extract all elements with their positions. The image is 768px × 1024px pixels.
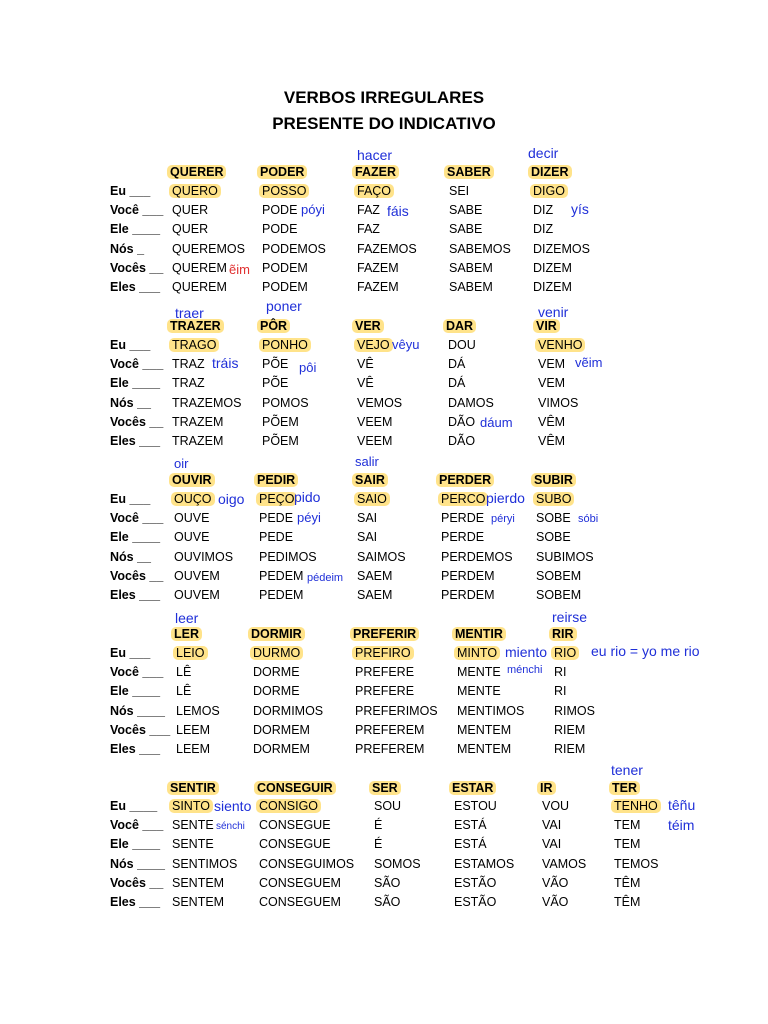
verb-infinitive: SENTIR bbox=[167, 781, 219, 795]
verb-form: POMOS bbox=[262, 395, 309, 410]
verb-form: SOU bbox=[374, 799, 402, 813]
verb-form: PERDEMOS bbox=[441, 549, 513, 564]
verb-form: VÃO bbox=[542, 875, 569, 890]
person-label: Eu ___ bbox=[110, 184, 151, 198]
verb-form: VÊ bbox=[357, 376, 374, 391]
verb-form bbox=[262, 337, 311, 353]
verb-header bbox=[257, 472, 298, 488]
verb-form: RI bbox=[554, 684, 567, 699]
verb-form: DIZ bbox=[533, 222, 554, 237]
verb-form: SOBEM bbox=[536, 568, 582, 583]
highlighted-form: VEJO bbox=[354, 338, 393, 352]
verb-form bbox=[614, 798, 661, 814]
verb-header bbox=[170, 780, 219, 796]
verb-infinitive: ESTAR bbox=[449, 781, 496, 795]
verb-form bbox=[441, 491, 488, 507]
verb-infinitive: SAIR bbox=[352, 473, 388, 487]
highlighted-form: VENHO bbox=[535, 338, 585, 352]
verb-form: QUEREM bbox=[172, 260, 227, 275]
verb-form bbox=[172, 337, 219, 353]
verb-infinitive: DIZER bbox=[528, 165, 572, 179]
verb-header bbox=[372, 780, 401, 796]
person-label: Eles ___ bbox=[110, 588, 161, 602]
verb-form: TRAZEM bbox=[172, 414, 224, 429]
verb-form: ESTOU bbox=[454, 799, 497, 813]
verb-form: QUER bbox=[172, 222, 209, 237]
verb-header bbox=[260, 164, 307, 180]
verb-form: PÕE bbox=[262, 376, 289, 391]
verb-header bbox=[446, 318, 476, 334]
verb-form: DÁ bbox=[448, 376, 466, 391]
verb-form bbox=[357, 337, 393, 353]
verb-header bbox=[257, 780, 336, 796]
verb-header bbox=[355, 164, 399, 180]
verb-infinitive: SER bbox=[369, 781, 401, 795]
verb-form: PERDE bbox=[441, 530, 485, 545]
person-label: Nós ____ bbox=[110, 703, 165, 718]
verb-form: É bbox=[374, 818, 383, 833]
verb-form bbox=[357, 183, 394, 199]
highlighted-form: CONSIGO bbox=[256, 799, 321, 813]
verb-form: QUEREM bbox=[172, 280, 227, 294]
verb-form: TRAZ bbox=[172, 357, 205, 372]
verb-form: PODEM bbox=[262, 280, 308, 294]
person-label: Ele ____ bbox=[110, 684, 161, 699]
person-label: Eu ___ bbox=[110, 338, 151, 352]
person-label: Vocês __ bbox=[110, 875, 164, 890]
verb-form bbox=[457, 645, 500, 661]
person-label: Vocês ___ bbox=[110, 722, 171, 737]
verb-form: SAEM bbox=[357, 568, 393, 583]
verb-form: SABE bbox=[449, 203, 483, 218]
note: sénchi bbox=[216, 821, 245, 832]
note: oigo bbox=[218, 491, 245, 507]
verb-header bbox=[552, 626, 577, 642]
verb-form: QUER bbox=[172, 203, 209, 218]
verb-form: PREFERIMOS bbox=[355, 703, 438, 718]
highlighted-form: TENHO bbox=[611, 799, 661, 813]
person-label: Ele ____ bbox=[110, 837, 161, 852]
verb-form: PEDEM bbox=[259, 588, 304, 602]
note: dáum bbox=[480, 415, 513, 430]
person-label: Ele ____ bbox=[110, 376, 161, 391]
verb-form: ESTÁ bbox=[454, 837, 487, 852]
verb-header bbox=[534, 472, 576, 488]
verb-form: VEM bbox=[538, 357, 566, 372]
person-label: Você ___ bbox=[110, 511, 164, 526]
verb-form: SAEM bbox=[357, 588, 393, 602]
verb-form: TEM bbox=[614, 837, 641, 852]
verb-form: DÃO bbox=[448, 434, 476, 448]
person-label: Nós __ bbox=[110, 549, 151, 564]
verb-header bbox=[452, 780, 496, 796]
note: oir bbox=[174, 456, 189, 471]
verb-form: TEM bbox=[614, 818, 641, 833]
verb-infinitive: RIR bbox=[549, 627, 577, 641]
verb-form: VEEM bbox=[357, 414, 393, 429]
verb-form: SENTEM bbox=[172, 875, 225, 890]
verb-form: RI bbox=[554, 665, 567, 680]
verb-header bbox=[531, 164, 572, 180]
verb-header bbox=[174, 626, 202, 642]
note: péyi bbox=[297, 510, 321, 525]
verb-form: PÕE bbox=[262, 357, 289, 372]
person-label: Eles ___ bbox=[110, 434, 161, 448]
note: sóbi bbox=[578, 513, 599, 525]
verb-form bbox=[533, 183, 568, 199]
verb-header bbox=[455, 626, 506, 642]
verb-form bbox=[176, 645, 208, 661]
highlighted-form: PEÇO bbox=[256, 492, 297, 506]
verb-infinitive: MENTIR bbox=[452, 627, 506, 641]
verb-header bbox=[536, 318, 560, 334]
verb-form: PEDE bbox=[259, 511, 294, 526]
verb-form: CONSEGUE bbox=[259, 837, 331, 852]
note: póyi bbox=[301, 202, 325, 217]
verb-form: PERDE bbox=[441, 511, 485, 526]
verb-form: FAZ bbox=[357, 222, 380, 237]
verb-form: VÃO bbox=[542, 895, 569, 909]
verb-form: PREFERE bbox=[355, 684, 415, 699]
verb-infinitive: CONSEGUIR bbox=[254, 781, 336, 795]
verb-form: SÃO bbox=[374, 875, 401, 890]
verb-infinitive: TRAZER bbox=[167, 319, 224, 333]
verb-form bbox=[538, 337, 585, 353]
highlighted-form: PREFIRO bbox=[352, 646, 414, 660]
verb-form: VEEM bbox=[357, 434, 393, 448]
verb-form: LEMOS bbox=[176, 703, 220, 718]
verb-form: DORMEM bbox=[253, 742, 310, 756]
verb-header bbox=[612, 780, 640, 796]
verb-form: SÃO bbox=[374, 895, 401, 909]
verb-form bbox=[172, 798, 213, 814]
verb-infinitive: TER bbox=[609, 781, 640, 795]
verb-infinitive: DORMIR bbox=[248, 627, 305, 641]
highlighted-form: QUERO bbox=[169, 184, 221, 198]
verb-header bbox=[172, 472, 215, 488]
person-label: Eles ___ bbox=[110, 895, 161, 909]
verb-form: PODEMOS bbox=[262, 241, 326, 256]
verb-form: PERDEM bbox=[441, 568, 495, 583]
person-label: Vocês __ bbox=[110, 260, 164, 275]
note: salir bbox=[355, 454, 379, 469]
verb-infinitive: VER bbox=[352, 319, 384, 333]
verb-infinitive: PODER bbox=[257, 165, 307, 179]
verb-form: LÊ bbox=[176, 684, 192, 699]
note: decir bbox=[528, 145, 559, 161]
verb-form: PREFEREM bbox=[355, 742, 425, 756]
verb-infinitive: PÔR bbox=[257, 319, 290, 333]
verb-form: PEDIMOS bbox=[259, 549, 317, 564]
verb-form: FAZEM bbox=[357, 280, 399, 294]
note: poner bbox=[266, 298, 302, 314]
verb-form: TEMOS bbox=[614, 856, 659, 871]
verb-form bbox=[172, 183, 221, 199]
person-label: Vocês __ bbox=[110, 568, 164, 583]
verb-form: RIEM bbox=[554, 742, 586, 756]
verb-form bbox=[554, 645, 579, 661]
note: tener bbox=[611, 762, 643, 778]
verb-form bbox=[536, 491, 574, 507]
verb-form: SENTIMOS bbox=[172, 856, 238, 871]
verb-form: VÊ bbox=[357, 357, 374, 372]
person-label: Você ___ bbox=[110, 203, 164, 218]
highlighted-form: MINTO bbox=[454, 646, 500, 660]
verb-form: RIMOS bbox=[554, 703, 595, 718]
verb-form: DIZEMOS bbox=[533, 241, 590, 256]
verb-form: VIMOS bbox=[538, 395, 579, 410]
verb-form: VÊM bbox=[538, 434, 566, 448]
verb-form: TRAZEM bbox=[172, 434, 224, 448]
person-label: Nós ____ bbox=[110, 856, 165, 871]
verb-form: PÕEM bbox=[262, 414, 299, 429]
verb-form bbox=[259, 491, 297, 507]
verb-form: SOMOS bbox=[374, 856, 421, 871]
note: leer bbox=[175, 610, 199, 626]
verb-infinitive: SUBIR bbox=[531, 473, 576, 487]
verb-form: FAZEM bbox=[357, 260, 399, 275]
highlighted-form: LEIO bbox=[173, 646, 208, 660]
highlighted-form: DIGO bbox=[530, 184, 568, 198]
verb-form: MENTEM bbox=[457, 722, 512, 737]
verb-form: DÃO bbox=[448, 414, 476, 429]
highlighted-form: RIO bbox=[551, 646, 579, 660]
highlighted-form: OUÇO bbox=[171, 492, 215, 506]
note: traer bbox=[175, 305, 204, 321]
verb-form bbox=[355, 645, 414, 661]
person-label: Nós __ bbox=[110, 395, 151, 410]
verb-form: SABEM bbox=[449, 280, 493, 294]
verb-form: DAMOS bbox=[448, 395, 494, 410]
verb-header bbox=[170, 164, 226, 180]
note: pôi bbox=[299, 360, 317, 375]
highlighted-form: POSSO bbox=[259, 184, 309, 198]
verb-form: SAI bbox=[357, 511, 378, 526]
verb-form: SENTE bbox=[172, 818, 214, 833]
verb-header bbox=[353, 626, 419, 642]
person-label: Eu ____ bbox=[110, 799, 158, 813]
verb-header bbox=[540, 780, 556, 796]
verb-form: VAI bbox=[542, 837, 562, 852]
person-label: Eu ___ bbox=[110, 492, 151, 506]
verb-form: RIEM bbox=[554, 722, 586, 737]
verb-form: PREFEREM bbox=[355, 722, 425, 737]
verb-header bbox=[439, 472, 494, 488]
verb-form: OUVIMOS bbox=[174, 549, 234, 564]
highlighted-form: SAIO bbox=[354, 492, 390, 506]
verb-form: PODEM bbox=[262, 260, 308, 275]
page-subtitle: PRESENTE DO INDICATIVO bbox=[272, 114, 496, 133]
note: pierdo bbox=[486, 490, 525, 506]
verb-infinitive: IR bbox=[537, 781, 556, 795]
verb-form: MENTE bbox=[457, 665, 501, 680]
highlighted-form: PERCO bbox=[438, 492, 488, 506]
person-label: Ele ____ bbox=[110, 222, 161, 237]
person-label: Vocês __ bbox=[110, 414, 164, 429]
verb-form: DOU bbox=[448, 338, 476, 352]
verb-header bbox=[355, 472, 388, 488]
verb-header bbox=[447, 164, 494, 180]
note: péryi bbox=[491, 513, 515, 525]
verb-infinitive: LER bbox=[171, 627, 202, 641]
page-title: VERBOS IRREGULARES bbox=[283, 88, 485, 107]
highlighted-form: PONHO bbox=[259, 338, 311, 352]
note: ẽim bbox=[229, 262, 250, 277]
verb-form: DIZEM bbox=[533, 280, 572, 294]
verb-form: ESTAMOS bbox=[454, 856, 515, 871]
verb-form: TRAZEMOS bbox=[172, 395, 242, 410]
note: reirse bbox=[552, 609, 588, 625]
verb-form: OUVE bbox=[174, 511, 210, 526]
verb-form: VAMOS bbox=[542, 856, 587, 871]
note: têñu bbox=[668, 797, 696, 813]
highlighted-form: TRAGO bbox=[169, 338, 219, 352]
highlighted-form: DURMO bbox=[250, 646, 303, 660]
verb-form: DORME bbox=[253, 684, 300, 699]
verb-form: SABEMOS bbox=[449, 241, 511, 256]
verb-form: CONSEGUEM bbox=[259, 875, 341, 890]
verb-form: LÊ bbox=[176, 665, 192, 680]
verb-form: SOBE bbox=[536, 511, 571, 526]
verb-form: TÊM bbox=[614, 875, 641, 890]
verb-form: DIZ bbox=[533, 203, 554, 218]
verb-header bbox=[355, 318, 384, 334]
note: vêyu bbox=[392, 337, 420, 352]
note: ménchi bbox=[507, 664, 543, 676]
verb-form: SABE bbox=[449, 222, 483, 237]
note: tráis bbox=[212, 355, 239, 371]
verb-form: SOBE bbox=[536, 530, 571, 545]
person-label: Você ___ bbox=[110, 818, 164, 833]
highlighted-form: SUBO bbox=[533, 492, 574, 506]
verb-form: PEDEM bbox=[259, 568, 304, 583]
verb-form: VEM bbox=[538, 376, 566, 391]
verb-form bbox=[259, 798, 321, 814]
verb-infinitive: DAR bbox=[443, 319, 476, 333]
note: venir bbox=[538, 304, 569, 320]
note: siento bbox=[214, 798, 252, 814]
person-label: Eles ___ bbox=[110, 280, 161, 294]
note: pédeim bbox=[307, 572, 344, 584]
verb-form: VOU bbox=[542, 799, 570, 813]
verb-form bbox=[357, 491, 390, 507]
highlighted-form: SINTO bbox=[169, 799, 213, 813]
verb-form: SUBIMOS bbox=[536, 549, 594, 564]
verb-form: PEDE bbox=[259, 530, 294, 545]
verb-form: PODE bbox=[262, 203, 298, 218]
verb-form bbox=[174, 491, 215, 507]
verb-form: ESTÃO bbox=[454, 875, 497, 890]
verb-form: É bbox=[374, 837, 383, 852]
person-label: Eu ___ bbox=[110, 646, 151, 660]
verb-form: ESTÁ bbox=[454, 818, 487, 833]
verb-form: SABEM bbox=[449, 260, 493, 275]
verb-form: SAI bbox=[357, 530, 378, 545]
verb-header bbox=[251, 626, 305, 642]
verb-form: SAIMOS bbox=[357, 549, 406, 564]
note: yís bbox=[571, 201, 589, 217]
verb-form: PODE bbox=[262, 222, 298, 237]
note: vẽim bbox=[575, 355, 603, 370]
verb-form: SENTEM bbox=[172, 895, 225, 909]
verb-infinitive: QUERER bbox=[167, 165, 226, 179]
verb-header bbox=[260, 318, 290, 334]
verb-form: DORMEM bbox=[253, 722, 310, 737]
verb-form: SENTE bbox=[172, 837, 214, 852]
note: eu rio = yo me rio bbox=[591, 643, 700, 659]
verb-form: CONSEGUIMOS bbox=[259, 856, 355, 871]
note: pido bbox=[294, 489, 321, 505]
verb-form: LEEM bbox=[176, 722, 211, 737]
verb-form: MENTEM bbox=[457, 742, 512, 756]
verb-infinitive: PEDIR bbox=[254, 473, 298, 487]
verb-form: FAZEMOS bbox=[357, 241, 417, 256]
verb-form: FAZ bbox=[357, 203, 380, 218]
person-label: Você ___ bbox=[110, 357, 164, 372]
verb-form: DORME bbox=[253, 665, 300, 680]
note: miento bbox=[505, 644, 548, 660]
verb-form: LEEM bbox=[176, 742, 211, 756]
verb-infinitive: FAZER bbox=[352, 165, 399, 179]
person-label: Você ___ bbox=[110, 665, 164, 680]
verb-form: SOBEM bbox=[536, 588, 582, 602]
verb-form: DÁ bbox=[448, 357, 466, 372]
verb-form: OUVE bbox=[174, 530, 210, 545]
note: téim bbox=[668, 817, 695, 833]
verb-infinitive: PREFERIR bbox=[350, 627, 419, 641]
verb-form: OUVEM bbox=[174, 588, 220, 602]
note: hacer bbox=[357, 147, 393, 163]
verb-form: VEMOS bbox=[357, 395, 403, 410]
verb-form: TÊM bbox=[614, 895, 641, 909]
verb-form: DORMIMOS bbox=[253, 703, 324, 718]
person-label: Nós _ bbox=[110, 241, 145, 256]
verb-form: VÊM bbox=[538, 414, 566, 429]
verb-infinitive: SABER bbox=[444, 165, 494, 179]
verb-form: MENTE bbox=[457, 684, 501, 699]
verb-infinitive: VIR bbox=[533, 319, 560, 333]
verb-form: ESTÃO bbox=[454, 895, 497, 909]
verb-form: SEI bbox=[449, 184, 470, 198]
verb-infinitive: OUVIR bbox=[169, 473, 215, 487]
verb-form bbox=[262, 183, 309, 199]
verb-form: DIZEM bbox=[533, 260, 572, 275]
verb-form bbox=[253, 645, 303, 661]
verb-form: PERDEM bbox=[441, 588, 495, 602]
verb-form: QUEREMOS bbox=[172, 241, 245, 256]
verb-form: MENTIMOS bbox=[457, 703, 525, 718]
verb-form: PÕEM bbox=[262, 434, 299, 448]
person-label: Eles ___ bbox=[110, 742, 161, 756]
highlighted-form: FAÇO bbox=[354, 184, 394, 198]
verb-form: CONSEGUE bbox=[259, 818, 331, 833]
note: fáis bbox=[387, 203, 409, 219]
verb-form: PREFERE bbox=[355, 665, 415, 680]
person-label: Ele ____ bbox=[110, 530, 161, 545]
verb-form: TRAZ bbox=[172, 376, 205, 391]
verb-form: OUVEM bbox=[174, 568, 220, 583]
verb-form: CONSEGUEM bbox=[259, 895, 341, 909]
verb-form: VAI bbox=[542, 818, 562, 833]
verb-infinitive: PERDER bbox=[436, 473, 494, 487]
